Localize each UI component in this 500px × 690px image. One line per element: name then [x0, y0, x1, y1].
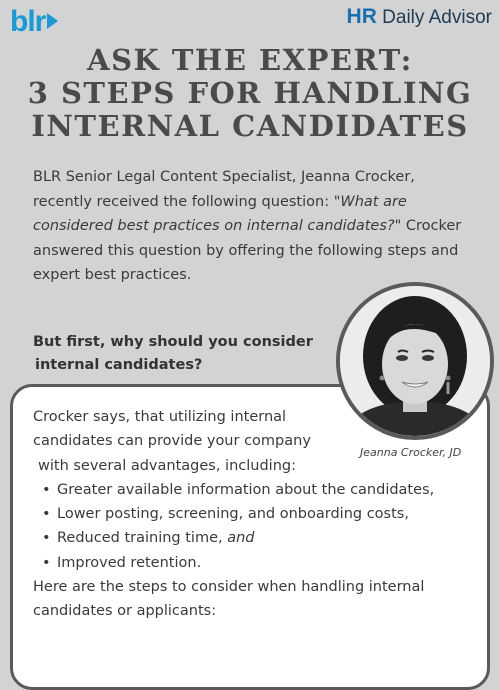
why-line-1: But first, why should you consider: [33, 334, 313, 350]
list-item: [33, 478, 488, 502]
why-heading: [33, 331, 333, 377]
list-item-text: Lower posting, screening, and onboarding costs,: [57, 506, 409, 523]
list-item: [33, 526, 488, 550]
list-item-italic: and: [227, 530, 255, 547]
advantages-closing: Here are the steps to consider when handling internal candidates or applicants:: [33, 579, 425, 620]
advantages-lead-3: with several advantages, including:: [38, 457, 296, 474]
intro-text-2: " Crocker answered this question by offering the following steps and expert best practices.: [33, 218, 462, 283]
list-item: [33, 502, 488, 526]
photo-caption: Jeanna Crocker, JD: [360, 446, 462, 459]
list-item: [33, 551, 488, 575]
expert-portrait-image: [340, 286, 490, 436]
hr-logo-text: Daily Advisor: [382, 7, 492, 28]
list-item-text: Improved retention.: [57, 554, 202, 571]
advantages-list: [33, 478, 488, 575]
list-item-text: Greater available information about the candidates,: [57, 481, 435, 498]
hr-daily-advisor-logo: [347, 6, 492, 29]
list-item-text: Reduced training time,: [57, 530, 228, 547]
intro-text-1: BLR Senior Legal Content Specialist, Jeanna Crocker, recently received the following question: ": [33, 169, 415, 210]
intro-question: What are considered best practices on internal candidates?: [33, 193, 407, 234]
page-title: [0, 44, 500, 143]
expert-photo: [336, 282, 494, 440]
why-line-2: internal candidates?: [35, 357, 203, 373]
blr-logo-arrow-icon: [47, 13, 58, 29]
title-line-1: ASK THE EXPERT:: [87, 43, 413, 77]
title-line-2: 3 STEPS FOR HANDLING: [27, 76, 473, 110]
title-line-3: INTERNAL CANDIDATES: [31, 109, 469, 143]
hr-logo-mark: HR: [346, 5, 377, 28]
advantages-lead-1: Crocker says, that utilizing internal: [33, 409, 287, 425]
blr-logo: blr: [10, 6, 58, 38]
intro-paragraph: [33, 165, 473, 288]
advantages-lead-2: candidates can provide your company: [33, 433, 311, 450]
